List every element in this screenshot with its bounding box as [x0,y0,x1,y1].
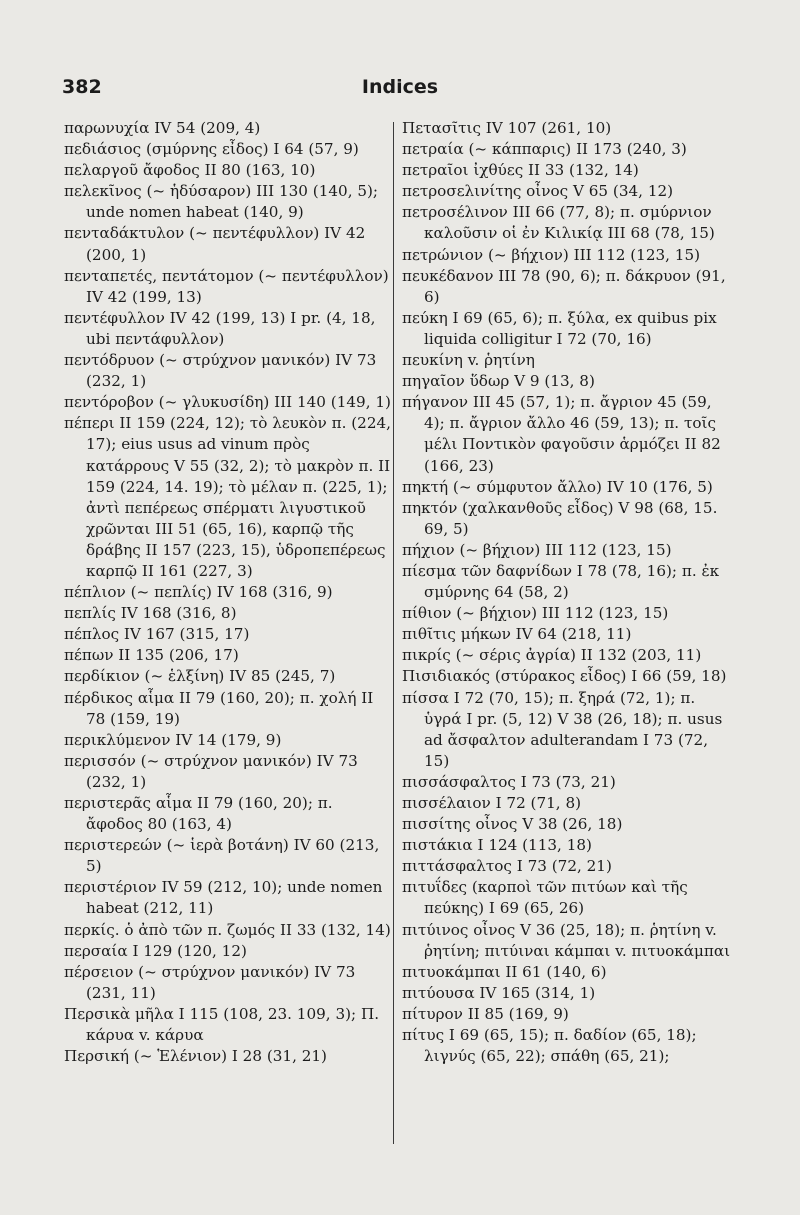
index-entry: περιστέριον IV 59 (212, 10); unde nomen habeat (212, 11) [64,878,383,918]
index-entry: περικλύμενον IV 14 (179, 9) [64,730,282,749]
index-entry: πικρίς (~ σέρις ἀγρία) II 132 (203, 11) [402,646,702,665]
index-entry: πετροσελινίτης οἶνος V 65 (34, 12) [402,182,674,201]
index-entry: πεδιάσιος (σμύρνης εἶδος) I 64 (57, 9) [64,140,359,159]
index-entry: πιττάσφαλτος I 73 (72, 21) [402,857,612,876]
index-entry: πίτυρον II 85 (169, 9) [402,1004,569,1023]
index-entry: πέρσειον (~ στρύχνον μανικόν) IV 73 (231, 11) [64,962,356,1002]
index-entry: πετρώνιον (~ βήχιον) III 112 (123, 15) [402,245,701,264]
index-entry: πέπλιον (~ πεπλίς) IV 168 (316, 9) [64,583,333,602]
index-entry: πέπλος IV 167 (315, 17) [64,625,250,644]
index-entry: πίτυς I 69 (65, 15); π. δαδίον (65, 18); λιγνύς (65, 22); σπάθη (65, 21); [402,1026,697,1066]
index-entry: περιστερᾶς αἷμα II 79 (160, 20); π. ἄφοδος 80 (163, 4) [64,794,333,834]
index-entry: πιθῖτις μήκων IV 64 (218, 11) [402,625,632,644]
index-entry: πίεσμα τῶν δαφνίδων I 78 (78, 16); π. ἐκ σμύρνης 64 (58, 2) [402,561,720,602]
index-entry: παρωνυχία IV 54 (209, 4) [64,119,261,137]
index-entry: πιστάκια I 124 (113, 18) [402,836,592,855]
index-entry: Περσικὰ μῆλα I 115 (108, 23. 109, 3); Π. κάρυα v. κάρυα [64,1004,380,1045]
index-column-right [402,118,736,1067]
index-entry: πεντέφυλλον IV 42 (199, 13) I pr. (4, 18, ubi πεντάφυλλον) [64,308,376,348]
index-entry: Πισιδιακός (στύρακος εἶδος) I 66 (59, 18) [402,667,727,686]
index-entry: πεύκη I 69 (65, 6); π. ξύλα, ex quibus pix liquida colligitur I 72 (70, 16) [402,308,717,348]
index-entry: πήχιον (~ βήχιον) III 112 (123, 15) [402,540,672,559]
index-entry: πιτύινος οἶνος V 36 (25, 18); π. ῥητίνη v. ῥητίνη; πιτύιναι κάμπαι v. πιτυοκάμπαι [402,920,731,960]
index-entry: πέρδικος αἷμα II 79 (160, 20); π. χολή II 78 (159, 19) [64,688,374,728]
index-entry: πισσίτης οἶνος V 38 (26, 18) [402,815,623,834]
index-column-left [64,118,394,1067]
index-entry: πενταδάκτυλον (~ πεντέφυλλον) IV 42 (200, 1) [64,224,366,264]
index-entry: πευκίνη v. ῥητίνη [402,351,535,370]
index-entry: πετραῖοι ἰχθύες II 33 (132, 14) [402,161,639,180]
index-entry: Περσική (~ Ἑλένιον) I 28 (31, 21) [64,1047,327,1066]
index-entry: πιτυοκάμπαι II 61 (140, 6) [402,962,607,981]
index-entry: περσαία I 129 (120, 12) [64,941,247,960]
index-entry: πίθιον (~ βήχιον) III 112 (123, 15) [402,604,669,623]
page-number: 382 [62,76,102,98]
index-entry: πελεκῖνος (~ ἡδύσαρον) III 130 (140, 5); unde nomen habeat (140, 9) [64,182,379,222]
column-divider [393,122,394,1144]
index-entry: πενταπετές, πεντάτομον (~ πεντέφυλλον) IV 42 (199, 13) [64,266,389,306]
index-entry: πισσάσφαλτος I 73 (73, 21) [402,772,616,791]
index-entry: περιστερεών (~ ἱερὰ βοτάνη) IV 60 (213, 5) [64,836,380,876]
index-entry: περδίκιον (~ ἑλξίνη) IV 85 (245, 7) [64,667,336,686]
index-entry: πευκέδανον III 78 (90, 6); π. δάκρυον (91, 6) [402,266,726,306]
index-entry: περκίς. ὁ ἀπὸ τῶν π. ζωμός II 33 (132, 14) [64,920,391,939]
index-entry: πετραία (~ κάππαρις) II 173 (240, 3) [402,140,687,159]
index-entry: πέπων II 135 (206, 17) [64,646,239,665]
index-entry: πελαργοῦ ἄφοδος II 80 (163, 10) [64,161,316,180]
index-entry: πεντόδρυον (~ στρύχνον μανικόν) IV 73 (232, 1) [64,351,377,391]
index-entry: πίσσα I 72 (70, 15); π. ξηρά (72, 1); π. ὑγρά I pr. (5, 12) V 38 (26, 18); π. usus ad ἄσφαλτον adulterandam I 73 (72, 15) [402,688,723,770]
running-head: Indices [361,76,439,98]
index-entry: πήγανον III 45 (57, 1); π. ἄγριον 45 (59, 4); π. ἄγριον ἄλλο 46 (59, 13); π. τοῖς μέλι Ποντικὸν φαγοῦσιν ἁρμόζει II 82 (166, 23) [402,393,721,475]
index-entry: πετροσέλινον III 66 (77, 8); π. σμύρνιον καλοῦσιν οἱ ἐν Κιλικίᾳ III 68 (78, 15) [402,203,715,243]
index-entry: πέπερι II 159 (224, 12); τὸ λευκὸν π. (224, 17); eius usus ad vinum πρὸς κατάρρους V 55 (32, 2); τὸ μακρὸν π. II 159 (224, 14. 19); τὸ μέλαν π. (225, 1); ἀντὶ πεπέρεως σπέρματι λιγυστικοῦ χρῶνται III 51 (65, 16), καρπῷ τῆς δράβης II 157 (223, 15), ὑδροπεπέρεως καρπῷ II 161 (227, 3) [64,414,391,580]
index-entry: Πετασῖτις IV 107 (261, 10) [402,119,612,137]
index-entry: πηκτόν (χαλκανθοῦς εἶδος) V 98 (68, 15. 69, 5) [402,498,718,538]
page-header [62,76,738,106]
index-entry: πηγαῖον ὕδωρ V 9 (13, 8) [402,372,595,391]
index-entry: πεντόροβον (~ γλυκυσίδη) III 140 (149, 1) [64,393,391,412]
index-entry: πηκτή (~ σύμφυτον ἄλλο) IV 10 (176, 5) [402,477,713,496]
index-entry: πιτύουσα IV 165 (314, 1) [402,983,596,1002]
index-entry: πεπλίς IV 168 (316, 8) [64,604,237,623]
index-entry: πισσέλαιον I 72 (71, 8) [402,794,582,812]
index-entry: περισσόν (~ στρύχνον μανικόν) IV 73 (232, 1) [64,751,358,791]
index-entry: πιτυΐδες (καρποὶ τῶν πιτύων καὶ τῆς πεύκης) I 69 (65, 26) [402,878,688,918]
